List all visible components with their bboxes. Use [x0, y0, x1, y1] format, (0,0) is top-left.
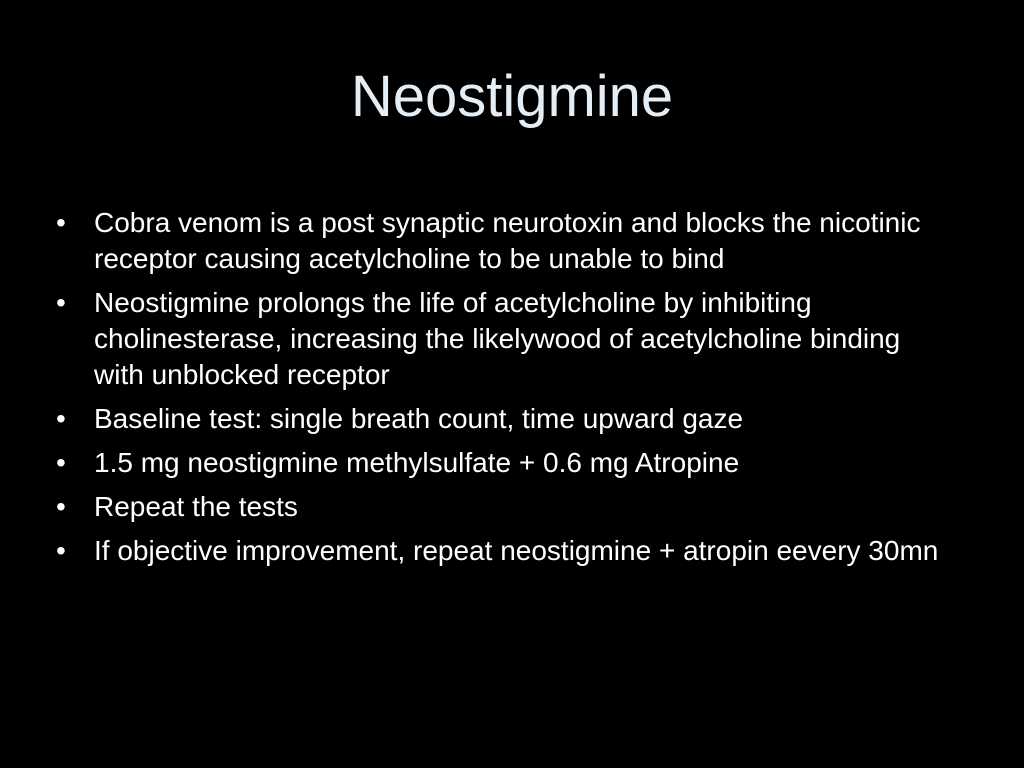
bullet-list	[56, 205, 956, 577]
bullet-item	[56, 401, 956, 437]
slide-title: Neostigmine	[350, 64, 674, 129]
bullet-text: 1.5 mg neostigmine methylsulfate + 0.6 mg Atropine	[94, 447, 740, 478]
bullet-dot-icon: •	[56, 287, 66, 318]
bullet-dot-icon: •	[56, 207, 66, 238]
bullet-dot-icon: •	[56, 403, 66, 434]
bullet-text: Baseline test: single breath count, time upward gaze	[94, 403, 744, 434]
bullet-dot-icon: •	[56, 447, 66, 478]
bullet-item	[56, 489, 956, 525]
bullet-text: Cobra venom is a post synaptic neurotoxin and blocks the nicotinic receptor causing acetylcholine to be unable to bind	[94, 207, 921, 274]
bullet-item	[56, 205, 956, 277]
bullet-dot-icon: •	[56, 535, 66, 566]
bullet-text: If objective improvement, repeat neostigmine + atropin eevery 30mn	[94, 535, 939, 566]
bullet-item	[56, 285, 956, 393]
bullet-text: Repeat the tests	[94, 491, 298, 522]
bullet-dot-icon: •	[56, 491, 66, 522]
bullet-text: Neostigmine prolongs the life of acetylcholine by inhibiting cholinesterase, increasing the likelywood of acetylcholine binding with unblocked receptor	[94, 287, 901, 390]
bullet-item	[56, 533, 956, 569]
bullet-item	[56, 445, 956, 481]
